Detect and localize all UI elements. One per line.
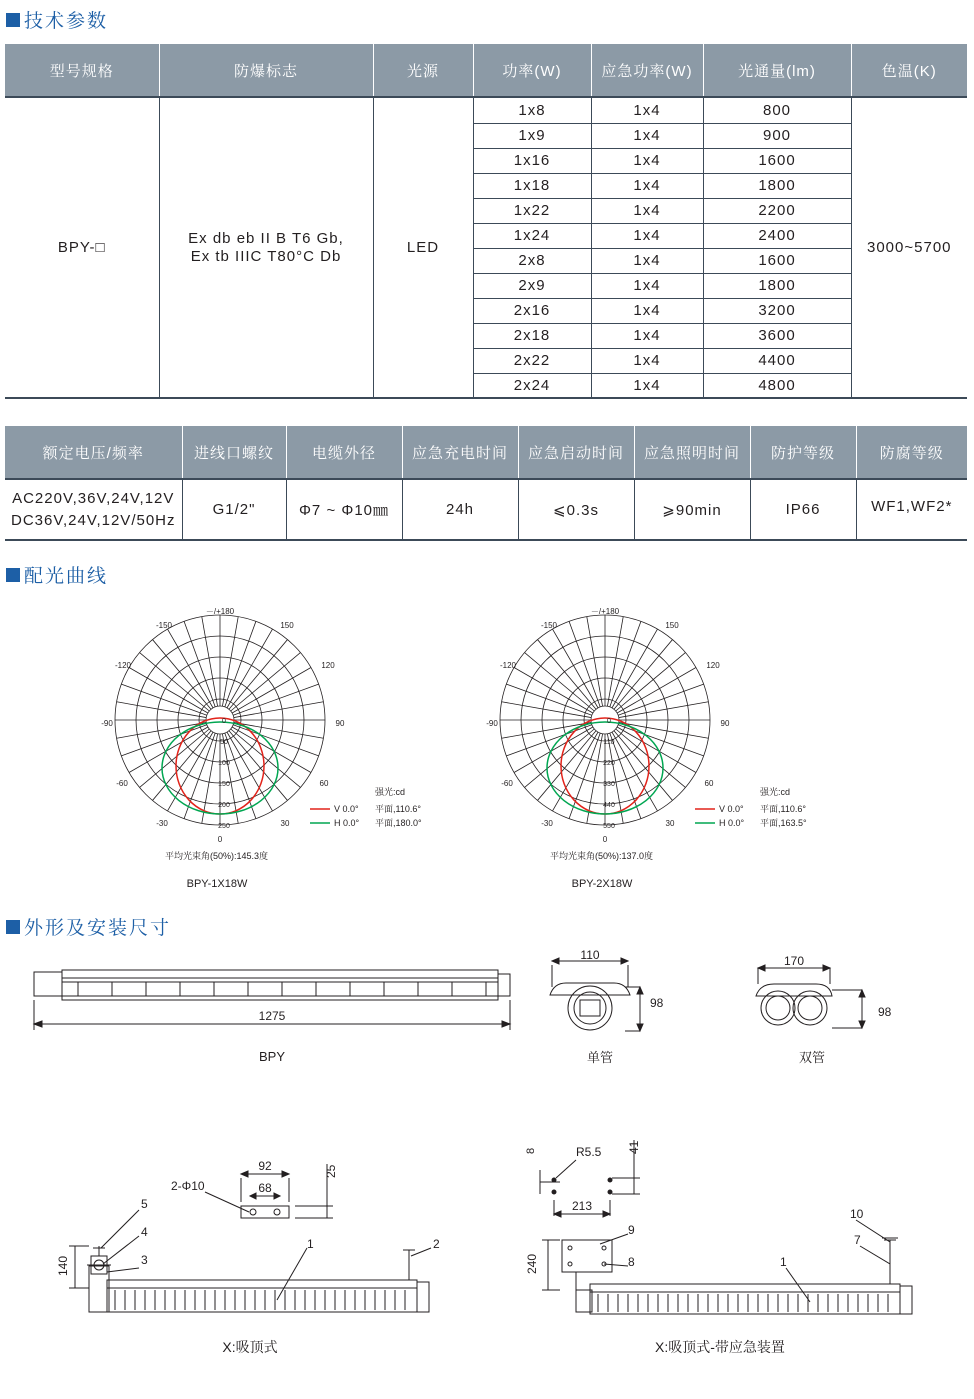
beam-angle: 平均光束角(50%):137.0度 [550,851,654,861]
header-start: 应急启动时间 [518,426,634,478]
dim-213: 213 [571,1199,593,1213]
single-tube-drawing [540,945,680,1070]
charge-cell: 24h [402,480,518,540]
double-tube-drawing [750,950,910,1070]
emergency-cell: 1x4 [591,373,703,398]
chart-name: BPY-2X18W [571,878,633,890]
cable-cell: Φ7 ~ Φ10㎜ [286,480,402,540]
header-thread: 进线口螺纹 [182,426,286,478]
radial-label: 550 [603,823,615,830]
emergency-cell: 1x4 [591,248,703,273]
hole-label: 2-Φ10 [171,1179,205,1193]
angle-label-m30: -30 [156,819,168,828]
section-square-icon [6,13,20,27]
legend-h-plane: 平面,163.5° [760,818,807,828]
angle-label-p90: 90 [720,719,730,728]
voltage-line-1: AC220V,36V,24V,12V [12,489,175,507]
radial-label: 0 [222,718,226,725]
install-emergency-drawing [520,1130,930,1360]
section-title-tech [6,6,108,33]
emergency-cell: 1x4 [591,198,703,223]
dim-140: 140 [56,1255,70,1276]
angle-label-p30: 30 [280,819,290,828]
lamp-end-cap [34,972,62,996]
angle-label-p60: 60 [319,779,329,788]
install-ceiling-drawing [45,1150,445,1360]
spec-table-2 [5,426,967,541]
angle-label-180: －/+180 [205,607,235,616]
angle-label-m90: -90 [101,719,113,728]
emergency-cell: 1x4 [591,348,703,373]
model-cell: BPY-□ [5,98,159,398]
header-color-temp: 色温(K) [851,44,967,96]
radial-label: 440 [603,802,615,809]
install-left-caption: X:吸顶式 [222,1339,278,1355]
dim-r55: R5.5 [576,1145,602,1159]
flux-cell: 3600 [703,323,851,348]
header-flux: 光通量(lm) [703,44,851,96]
color-temp-cell: 3000~5700 [851,98,967,398]
legend-h-plane: 平面,180.0° [375,818,422,828]
power-cell: 2x16 [473,298,591,323]
callout-3: 3 [141,1253,148,1267]
header-voltage: 额定电压/频率 [5,426,182,478]
flux-cell: 1600 [703,248,851,273]
flux-cell: 4800 [703,373,851,398]
flux-cell: 4400 [703,348,851,373]
double-height: 98 [878,1005,892,1019]
header-anticorrosion: 防腐等级 [856,426,967,478]
legend-v-plane: 平面,110.6° [375,804,421,814]
radial-label: 250 [218,823,230,830]
section-square-icon [6,920,20,934]
angle-label-p120: 120 [321,661,335,670]
angle-label-m150: -150 [155,621,173,630]
angle-label-m60: -60 [501,779,513,788]
polar-chart-1 [95,600,455,900]
angle-label-0: 0 [602,835,608,844]
header-charge: 应急充电时间 [402,426,518,478]
legend-v: V 0.0° [719,804,744,814]
emergency-cell: 1x4 [591,298,703,323]
spec-table [5,44,967,399]
emergency-cell: 1x4 [591,323,703,348]
anticorrosion-cell: WF1,WF2* [856,480,967,540]
angle-label-0: 0 [217,835,223,844]
dim-25: 25 [324,1164,338,1178]
length-dimension: 1275 [258,1009,286,1023]
table-row [5,98,967,123]
power-cell: 2x9 [473,273,591,298]
dim-41: 41 [627,1140,641,1154]
dim-8: 8 [525,1147,537,1154]
angle-label-p30: 30 [665,819,675,828]
polar-chart-2 [480,600,850,900]
header-model: 型号规格 [5,44,159,96]
ex-mark-line-1: Ex db eb II B T6 Gb, [188,229,344,247]
power-cell: 2x8 [473,248,591,273]
power-cell: 1x22 [473,198,591,223]
callout-7: 7 [854,1233,861,1247]
angle-label-m150: -150 [540,621,558,630]
power-cell: 2x22 [473,348,591,373]
section-title-text: 外形及安装尺寸 [24,918,172,939]
start-cell: ⩽0.3s [518,480,634,540]
radial-label: 200 [218,802,230,809]
lamp-side-drawing [28,960,518,1070]
angle-label-m120: -120 [114,661,132,670]
lamp-top-rail [62,970,498,978]
angle-label-m120: -120 [499,661,517,670]
spec-table-header [5,44,967,96]
section-title-dims [6,913,171,940]
angle-label-m60: -60 [116,779,128,788]
radial-label: 110 [603,739,615,746]
duration-cell: ⩾90min [634,480,750,540]
radial-label: 150 [218,781,230,788]
power-cell: 1x9 [473,123,591,148]
install-right-caption: X:吸顶式-带应急装置 [655,1339,785,1355]
header-ex: 防爆标志 [159,44,373,96]
callout-10: 10 [850,1207,864,1221]
callout-1-right: 1 [780,1255,787,1269]
spec-table-2-header [5,426,967,478]
lamp-tube [62,978,498,1000]
legend-h: H 0.0° [334,818,360,828]
thread-cell: G1/2" [182,480,286,540]
section-title-curve [6,561,108,588]
dim-92: 92 [258,1159,272,1173]
emergency-cell: 1x4 [591,223,703,248]
emergency-cell: 1x4 [591,123,703,148]
angle-label-m30: -30 [541,819,553,828]
table-row [5,480,967,540]
radial-label: 100 [218,760,230,767]
flux-cell: 800 [703,98,851,123]
ex-mark-line-2: Ex tb IIIC T80°C Db [190,247,342,265]
header-power: 功率(W) [473,44,591,96]
header-emergency: 应急功率(W) [591,44,703,96]
angle-label-m90: -90 [486,719,498,728]
flux-cell: 1800 [703,173,851,198]
legend-h: H 0.0° [719,818,745,828]
flux-cell: 1800 [703,273,851,298]
flux-cell: 1600 [703,148,851,173]
angle-label-180: －/+180 [590,607,620,616]
double-label: 双管 [798,1050,826,1065]
callout-9: 9 [628,1223,635,1237]
bpy-label: BPY [258,1049,286,1064]
header-cable: 电缆外径 [286,426,402,478]
legend-v: V 0.0° [334,804,359,814]
radial-label: 330 [603,781,615,788]
legend-v-plane: 平面,110.6° [760,804,806,814]
single-label: 单管 [586,1050,614,1065]
power-cell: 1x16 [473,148,591,173]
section-title-text: 配光曲线 [24,566,109,587]
power-cell: 2x24 [473,373,591,398]
voltage-line-2: DC36V,24V,12V/50Hz [11,511,176,529]
power-cell: 1x8 [473,98,591,123]
callout-8: 8 [628,1255,635,1269]
emergency-cell: 1x4 [591,98,703,123]
double-width: 170 [783,954,805,968]
flux-cell: 900 [703,123,851,148]
chart-name: BPY-1X18W [186,878,248,890]
emergency-cell: 1x4 [591,148,703,173]
callout-2: 2 [433,1237,440,1251]
section-title-text: 技术参数 [24,11,109,32]
flux-cell: 2400 [703,223,851,248]
angle-label-p150: 150 [280,621,294,630]
dim-240: 240 [525,1253,539,1274]
legend-title: 强光:cd [375,787,406,797]
callout-1: 1 [307,1237,314,1251]
callout-5: 5 [141,1197,148,1211]
radial-label: 0 [607,718,611,725]
flux-cell: 3200 [703,298,851,323]
angle-label-p150: 150 [665,621,679,630]
dim-68: 68 [258,1181,272,1195]
angle-label-p90: 90 [335,719,345,728]
source-cell: LED [373,98,473,398]
single-width: 110 [580,948,600,962]
callout-4: 4 [141,1225,148,1239]
angle-label-p60: 60 [704,779,714,788]
header-ip: 防护等级 [750,426,856,478]
power-cell: 1x18 [473,173,591,198]
ip-cell: IP66 [750,480,856,540]
header-duration: 应急照明时间 [634,426,750,478]
emergency-cell: 1x4 [591,273,703,298]
voltage-cell [5,480,182,540]
radial-label: 220 [603,760,615,767]
power-cell: 2x18 [473,323,591,348]
section-square-icon [6,568,20,582]
radial-label: 50 [220,739,228,746]
header-source: 光源 [373,44,473,96]
emergency-cell: 1x4 [591,173,703,198]
single-height: 98 [650,996,664,1010]
legend-title: 强光:cd [760,787,791,797]
angle-label-p120: 120 [706,661,720,670]
flux-cell: 2200 [703,198,851,223]
ex-mark-cell [159,98,373,398]
power-cell: 1x24 [473,223,591,248]
beam-angle: 平均光束角(50%):145.3度 [165,851,269,861]
